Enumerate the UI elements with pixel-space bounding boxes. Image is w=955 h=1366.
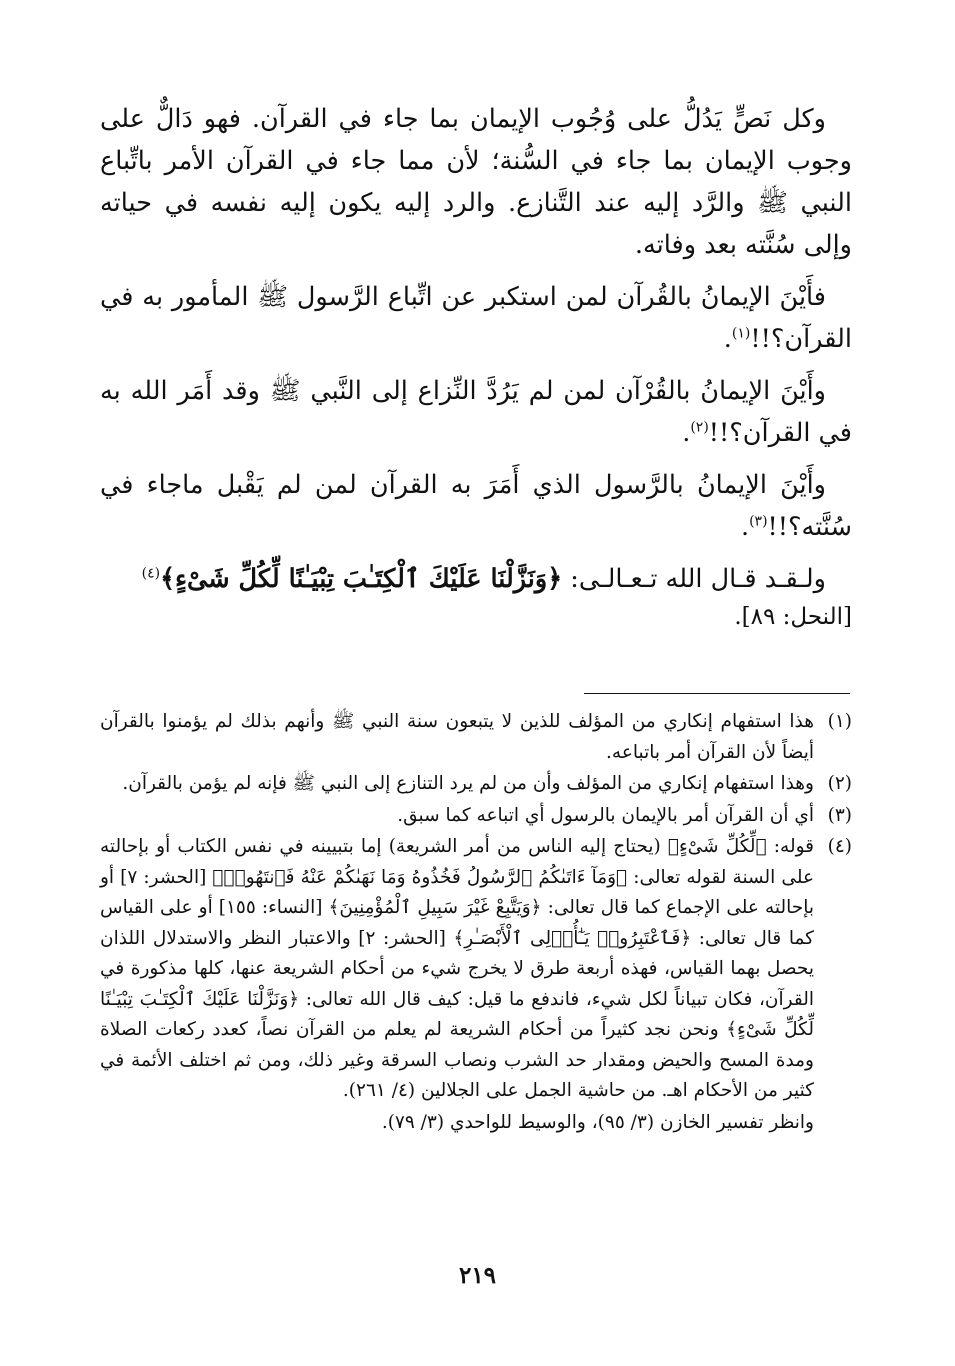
main-text [100,98,852,634]
footnote-4 [100,832,852,1107]
paragraph-1-text: وكل نَصٍّ يَدُلُّ على وُجُوب الإيمان بما جاء في القرآن. فهو دَالٌّ على وجوب الإيمان بما جاء في السُّنة؛ لأن مما جاء في القرآن الأمر باتِّباع النبي ﷺ والرَّد إليه عند التَّنازع. والرد إليه يكون إليه نفسه في حياته وإلى سُنَّته بعد وفاته. [100,104,852,260]
footnote-text: أي أن القرآن أمر بالإيمان بالرسول أي اتباعه كما سبق. [397,804,814,826]
footnote-ref-3[interactable]: (٣) [749,513,768,530]
paragraph-4: وأَيْنَ الإيمانُ بالرَّسول الذي أَمَرَ به القرآن لمن لم يَقْبل ماجاء في سُنَّته؟!!$^{(٣)}$. [100,470,852,542]
footnote-number: (٢) [827,773,852,794]
footnote-ref-2[interactable]: (٢) [690,419,709,436]
footnote-4-continuation: وانظر تفسير الخازن (٣/ ٩٥)، والوسيط للواحدي (٣/ ٧٩). [381,1111,814,1133]
footnote-number: (٤) [827,836,852,857]
paragraph-2-text: فأَيْنَ الإيمانُ بالقُرآن لمن استكبر عن اتِّباع الرَّسول ﷺ المأمور به في القرآن؟!! [100,282,852,354]
footnote-text: وهذا استفهام إنكاري من المؤلف وأن من لم يرد التنازع إلى النبي ﷺ فإنه لم يؤمن بالقرآن. [122,773,814,794]
footnote-ref-1[interactable]: (١) [731,325,751,342]
paragraph-3-text: وأَيْنَ الإيمانُ بالقُرْآن لمن لم يَرُدَّ النِّزاع إلى النَّبي ﷺ وقد أَمَر الله به في القرآن؟!! [100,376,852,448]
paragraph-3: وأَيْنَ الإيمانُ بالقُرْآن لمن لم يَرُدَّ النِّزاع إلى النَّبي ﷺ وقد أَمَر الله به في القرآن؟!!$^{(٢)}$. [100,376,852,448]
paragraph-5 [100,558,852,600]
footnote-number: (٣) [827,804,852,826]
footnote-3 [100,801,852,832]
footnotes [100,707,852,1138]
footnote-separator [584,693,850,694]
paragraph-2: فأَيْنَ الإيمانُ بالقُرآن لمن استكبر عن اتِّباع الرَّسول ﷺ المأمور به في القرآن؟!!$^{(١)}$. [100,282,852,354]
footnote-text: هذا استفهام إنكاري من المؤلف للذين لا يتبعون سنة النبي ﷺ وأنهم بذلك لم يؤمنوا بالقرآن أيضاً لأن القرآن أمر باتباعه. [100,711,814,763]
paragraph-1 [100,98,852,266]
footnote-text: قوله: ﴿لِّكُلِّ شَىْءٍ﴾ (يحتاج إليه الناس من أمر الشريعة) إما بتبيينه في نفس الكتاب أو بإحالته على السنة لقوله تعالى: ﴿وَمَآ ءَاتَىٰكُمُ ٱلرَّسُولُ فَخُذُوهُ وَمَا نَهَىٰكُمْ عَنْهُ فَٱنتَهُوا۟﴾ [الحشر: ٧] أو بإحالته على الإجماع كما قال تعالى: ﴿وَيَتَّبِعْ غَيْرَ سَبِيلِ ٱلْمُؤْمِنِينَ﴾ [النساء: ١٥٥] أو على القياس كما قال تعالى: ﴿فَٱعْتَبِرُوا۟ يَـٰٓأُو۟لِى ٱلْأَبْصَـٰرِ﴾ [الحشر: ٢] والاعتبار النظر والاستدلال اللذان يحصل بهما القياس، فهذه أربعة طرق لا يخرج شيء من أحكام الشريعة عنها، كلها مذكورة في القرآن، فكان تبياناً لكل شيء، فاندفع ما قيل: كيف قال الله تعالى: ﴿وَنَزَّلْنَا عَلَيْكَ ٱلْكِتَـٰبَ تِبْيَـٰنًا لِّكُلِّ شَىْءٍ﴾ ونحن نجد كثيراً من أحكام الشريعة لم يعلم من القرآن نصاً، كعدد ركعات الصلاة ومدة المسح والحيض ومقدار حد الشرب ونصاب السرقة وغير ذلك، ومن ثم اختلف الأئمة في كثير من الأحكام اهـ. من حاشية الجمل على الجلالين (٤/ ٢٦١). [100,836,814,1101]
paragraph-4-text: وأَيْنَ الإيمانُ بالرَّسول الذي أَمَرَ به القرآن لمن لم يَقْبل ماجاء في سُنَّته؟!! [100,470,852,542]
paragraph-5-lead: ولـقـد قـال الله تـعـالـى: [570,564,826,594]
footnote-1 [100,707,852,768]
quran-verse: ﴿وَنَزَّلْنَا عَلَيْكَ ٱلْكِتَـٰبَ تِبْيَـٰنًا لِّكُلِّ شَىْءٍ﴾ [160,564,563,594]
footnote-number: (١) [827,711,852,732]
page-number: ٢١٩ [458,1262,497,1289]
footnote-2 [100,769,852,800]
verse-source: [النحل: ٨٩]. [734,604,852,630]
footnote-ref-4[interactable]: (٤) [141,565,161,582]
